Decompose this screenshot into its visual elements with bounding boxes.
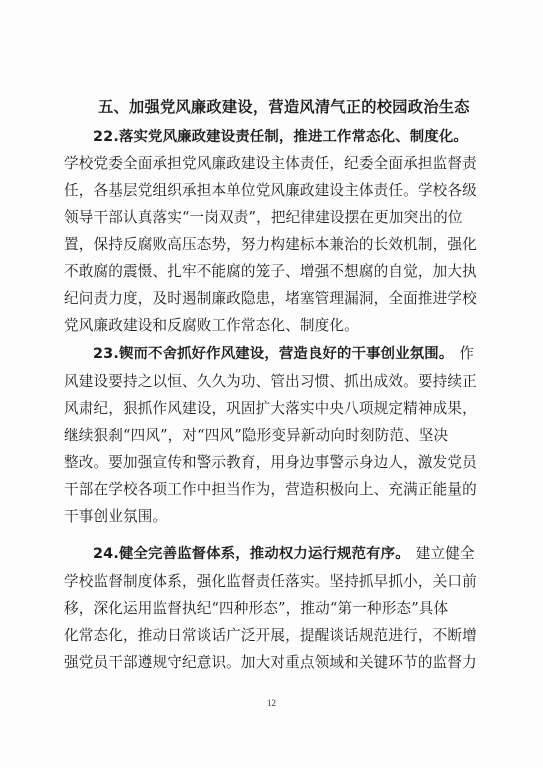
item-23-heading-line bbox=[93, 344, 474, 364]
item-23-line-4: 整改。要加强宣传和警示教育，用身边事警示身边人，激发党员 bbox=[64, 454, 477, 471]
item-23-line-2: 风肃纪，狠抓作风建设，巩固扩大落实中央八项规定精神成果， bbox=[64, 400, 477, 417]
item-22-line-4: 置，保持反腐败高压态势，努力构建标本兼治的长效机制，强化 bbox=[64, 236, 477, 253]
item-22-line-6: 纪问责力度，及时遏制廉政隐患，堵塞管理漏洞，全面推进学校 bbox=[64, 290, 477, 307]
section-heading: 五、加强党风廉政建设，营造风清气正的校园政治生态 bbox=[98, 98, 470, 116]
item-24-title-tail: 建立健全 bbox=[415, 545, 475, 562]
item-24-heading-line bbox=[93, 544, 475, 564]
page-number: 12 bbox=[267, 698, 276, 708]
item-22-title: 22.落实党风廉政建设责任制，推进工作常态化、制度化。 bbox=[93, 129, 468, 145]
item-22-line-7: 党风廉政建设和反腐败工作常态化、制度化。 bbox=[64, 317, 359, 334]
item-23-line-6: 干事创业氛围。 bbox=[64, 508, 168, 525]
item-24-line-1: 学校监督制度体系，强化监督责任落实。坚持抓早抓小，关口前 bbox=[64, 573, 477, 590]
item-22-line-3: 领导干部认真落实“一岗双责”，把纪律建设摆在更加突出的位 bbox=[64, 209, 463, 226]
item-24-title: 24.健全完善监督体系，推动权力运行规范有序。 bbox=[93, 546, 410, 562]
item-22-line-2: 任，各基层党组织承担本单位党风廉政建设主体责任。学校各级 bbox=[64, 182, 477, 199]
item-23-line-5: 干部在学校各项工作中担当作为，营造积极向上、充满正能量的 bbox=[64, 481, 477, 498]
item-24-line-3: 化常态化，推动日常谈话广泛开展，提醒谈话规范进行，不断增 bbox=[64, 627, 477, 644]
item-23-title-tail: 作 bbox=[459, 345, 475, 362]
item-22-line-1: 学校党委全面承担党风廉政建设主体责任，纪委全面承担监督责 bbox=[64, 155, 477, 172]
item-24-line-2: 移，深化运用监督执纪“四种形态”，推动“第一种形态”具体 bbox=[64, 600, 449, 617]
item-23-line-1: 风建设要持之以恒、久久为功、管出习惯、抓出成效。要持续正 bbox=[64, 373, 477, 390]
item-23-title: 23.锲而不舍抓好作风建设，营造良好的干事创业氛围。 bbox=[93, 346, 454, 362]
item-24-line-4: 强党员干部遵规守纪意识。加大对重点领域和关键环节的监督力 bbox=[64, 654, 477, 671]
item-22-line-5: 不敢腐的震慑、扎牢不能腐的笼子、增强不想腐的自觉，加大执 bbox=[64, 263, 477, 280]
item-23-line-3: 继续狠刹“四风”，对“四风”隐形变异新动向时刻防范、坚决 bbox=[64, 427, 449, 444]
